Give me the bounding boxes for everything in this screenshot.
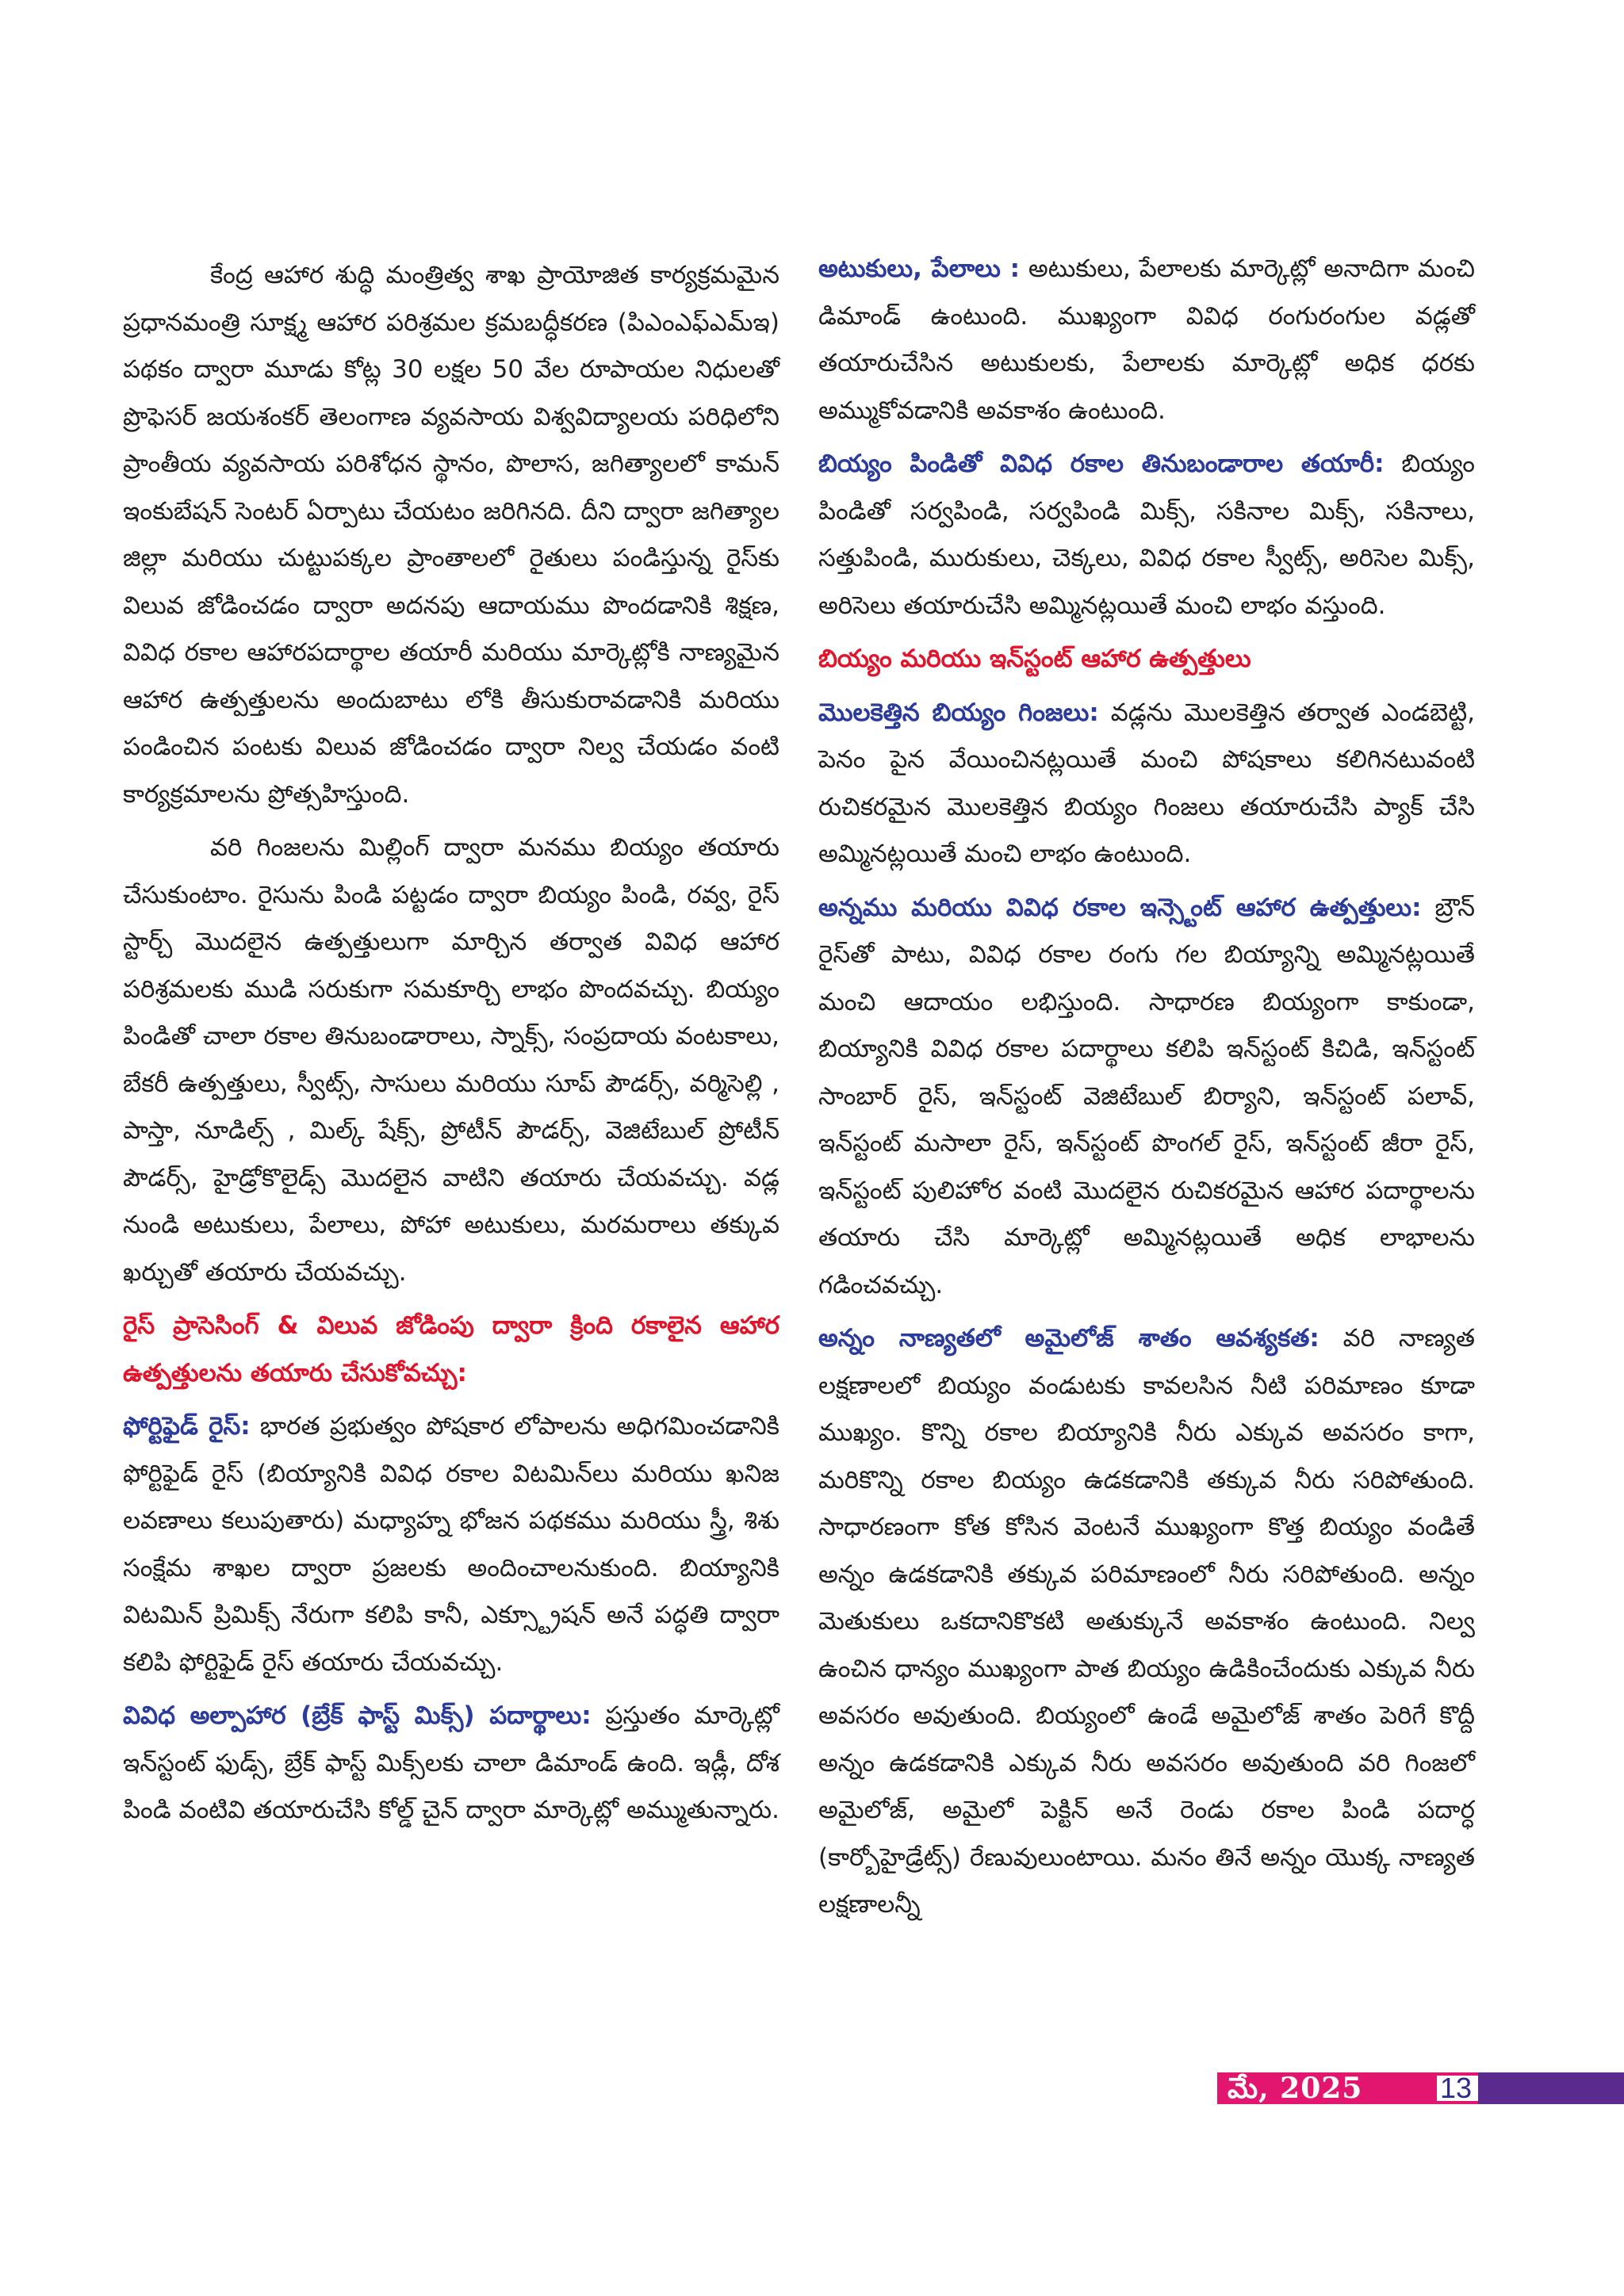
paragraph-intro: కేంద్ర ఆహార శుద్ధి మంత్రిత్వ శాఖ ప్రాయోజిత కార్యక్రమమైన ప్రధానమంత్రి సూక్ష్మ ఆహార పరిశ్రమల క్రమబద్ధీకరణ (పిఎంఎఫ్ఎమ్ఇ) పథకం ద్వారా మూడు కోట్ల 30 లక్షల 50 వేల రూపాయల నిధులతో ప్రొఫెసర్ జయశంకర్ తెలంగాణ వ్యవసాయ విశ్వవిద్యాలయ పరిధిలోని ప్రాంతీయ వ్యవసాయ పరిశోధన స్థానం, పొలాస, జగిత్యాలలో కామన్ ఇంకుబేషన్ సెంటర్ ఏర్పాటు చేయటం జరిగినది. దీని ద్వారా జగిత్యాల జిల్లా మరియు చుట్టుపక్కల ప్రాంతాలలో రైతులు పండిస్తున్న రైస్‌కు విలువ జోడించడం ద్వారా అదనపు ఆదాయము పొందడానికి శిక్షణ, వివిధ రకాల ఆహారపదార్థాల తయారీ మరియు మార్కెట్లోకి నాణ్యమైన ఆహార ఉత్పత్తులను అందుబాటు లోకి తీసుకురావడానికి మరియు పండించిన పంటకు విలువ జోడించడం ద్వారా నిల్వ చేయడం వంటి కార్యక్రమాలను ప్రోత్సహిస్తుంది. [123, 261, 779, 809]
footer-accent-bar [1478, 2072, 1624, 2104]
issue-date: మే, 2025 [1228, 2072, 1363, 2105]
subheading-fortified-rice: ఫోర్టిఫైడ్ రైస్: [123, 1412, 251, 1441]
subheading-instant-foods: అన్నము మరియు వివిధ రకాల ఇన్స్టెంట్ ఆహార ఉత్పత్తులు: [818, 893, 1422, 922]
paragraph-sprouted-rice: మొలకెత్తిన బియ్యం గింజలు: వడ్లను మొలకెత్తిన తర్వాత ఎండబెట్టి, పెనం పైన వేయించినట్లయితే మంచి పోషకాలు కలిగినటువంటి రుచికరమైన మొలకెత్తిన బియ్యం గింజలు తయారుచేసి ప్యాక్ చేసి అమ్మినట్లయితే మంచి లాభం ఉంటుంది. [818, 698, 1475, 868]
paragraph-fortified-rice: ఫోర్టిఫైడ్ రైస్: భారత ప్రభుత్వం పోషకార లోపాలను అధిగమించడానికి ఫోర్టిఫైడ్ రైస్ (బియ్యానికి వివిధ రకాల విటమిన్‌లు మరియు ఖనిజ లవణాలు కలుపుతారు) మధ్యాహ్న భోజన పథకము మరియు స్త్రీ, శిశు సంక్షేమ శాఖల ద్వారా ప్రజలకు అందించాలనుకుంది. బియ్యానికి విటమిన్ ప్రిమిక్స్ నేరుగా కలిపి కానీ, ఎక్స్ట్రూషన్ అనే పద్ధతి ద్వారా కలిపి ఫోర్టిఫైడ్ రైస్ తయారు చేయవచ్చు. [123, 1412, 779, 1677]
paragraph-milling: వరి గింజలను మిల్లింగ్ ద్వారా మనము బియ్యం తయారు చేసుకుంటాం. రైసును పిండి పట్టడం ద్వారా బియ్యం పిండి, రవ్వ, రైస్ స్టార్చ్ మొదలైన ఉత్పత్తులుగా మార్చిన తర్వాత వివిధ ఆహార పరిశ్రమలకు ముడి సరుకుగా సమకూర్చి లాభం పొందవచ్చు. బియ్యం పిండితో చాలా రకాల తినుబండారాలు, స్నాక్స్, సంప్రదాయ వంటకాలు, బేకరీ ఉత్పత్తులు, స్వీట్స్, సాసులు మరియు సూప్ పౌడర్స్, వర్మిసెల్లి , పాస్తా, నూడిల్స్ , మిల్క్ షేక్స్, ప్రోటీన్ పౌడర్స్, వెజిటేబుల్ ప్రోటీన్ పౌడర్స్, హైడ్రోకొలైడ్స్ మొదలైన వాటిని తయారు చేయవచ్చు. వడ్ల నుండి అటుకులు, పేలాలు, పోహా అటుకులు, మరమరాలు తక్కువ ఖర్చుతో తయారు చేయవచ్చు. [123, 833, 779, 1287]
subheading-rice-flour-snacks: బియ్యం పిండితో వివిధ రకాల తినుబండారాల తయారీ: [818, 450, 1385, 478]
paragraph-rice-flour-snacks: బియ్యం పిండితో వివిధ రకాల తినుబండారాల తయారీ: బియ్యం పిండితో సర్వపిండి, సర్వపిండి మిక్స్, సకినాల మిక్స్, సకినాలు, సత్తుపిండి, మురుకులు, చెక్కలు, వివిధ రకాల స్వీట్స్, అరిసెల మిక్స్, అరిసెలు తయారుచేసి అమ్మినట్లయితే మంచి లాభం వస్తుంది. [818, 450, 1475, 620]
paragraph-instant-foods: అన్నము మరియు వివిధ రకాల ఇన్స్టెంట్ ఆహార ఉత్పత్తులు: బ్రౌన్ రైస్‌తో పాటు, వివిధ రకాల రంగు గల బియ్యాన్ని అమ్మినట్లయితే మంచి ఆదాయం లభిస్తుంది. సాధారణ బియ్యంగా కాకుండా, బియ్యానికి వివిధ రకాల పదార్థాలు కలిపి ఇన్‌స్టంట్ కిచిడి, ఇన్‌స్టంట్ సాంబార్ రైస్, ఇన్‌స్టంట్ వెజిటేబుల్ బిర్యాని, ఇన్‌స్టంట్ పలావ్, ఇన్‌స్టంట్ మసాలా రైస్, ఇన్‌స్టంట్ పొంగల్ రైస్, ఇన్‌స్టంట్ జీరా రైస్, ఇన్‌స్టంట్ పులిహోర వంటి మొదలైన రుచికరమైన ఆహార పదార్థాలను తయారు చేసి మార్కెట్లో అమ్మినట్లయితే అధిక లాభాలను గడించవచ్చు. [818, 893, 1476, 1299]
subheading-sprouted-rice: మొలకెత్తిన బియ్యం గింజలు: [818, 698, 1099, 727]
paragraph-amylose: అన్నం నాణ్యతలో అమైలోజ్ శాతం ఆవశ్యకత: వరి నాణ్యత లక్షణాలలో బియ్యం వండుటకు కావలసిన నీటి పరిమాణం కూడా ముఖ్యం. కొన్ని రకాల బియ్యానికి నీరు ఎక్కువ అవసరం కాగా, మరికొన్ని రకాల బియ్యం ఉడకడానికి తక్కువ నీరు సరిపోతుంది. సాధారణంగా కోత కోసిన వెంటనే ముఖ్యంగా కొత్త బియ్యం వండితే అన్నం ఉడకడానికి తక్కువ పరిమాణంలో నీరు సరిపోతుంది. అన్నం మెతుకులు ఒకదానికొకటి అతుక్కునే అవకాశం ఉంటుంది. నిల్వ ఉంచిన ధాన్యం ముఖ్యంగా పాత బియ్యం ఉడికించేందుకు ఎక్కువ నీరు అవసరం అవుతుంది. బియ్యంలో ఉండే అమైలోజ్ శాతం పెరిగే కొద్దీ అన్నం ఉడకడానికి ఎక్కువ నీరు అవసరం అవుతుంది వరి గింజలో అమైలోజ్, అమైలో పెక్టిన్ అనే రెండు రకాల పిండి పదార్ధ (కార్బోహైడ్రేట్స్) రేణువులుంటాయి. మనం తినే అన్నం యొక్క నాణ్యత లక్షణాలన్నీ [818, 1324, 1475, 1919]
subheading-atukulu: అటుకులు, పేలాలు : [818, 254, 1021, 283]
page-number: 13 [1440, 2072, 1473, 2104]
section-heading-rice-processing: రైస్ ప్రాసెసింగ్ & విలువ జోడింపు ద్వారా క్రింది రకాలైన ఆహార ఉత్పత్తులను తయారు చేసుకోవచ్చు: [123, 1311, 779, 1387]
section-heading-instant-products: బియ్యం మరియు ఇన్‌స్టంట్ ఆహార ఉత్పత్తులు [818, 645, 1251, 673]
subheading-amylose: అన్నం నాణ్యతలో అమైలోజ్ శాతం ఆవశ్యకత: [818, 1324, 1320, 1353]
paragraph-atukulu: అటుకులు, పేలాలు : అటుకులు, పేలాలకు మార్కెట్లో అనాదిగా మంచి డిమాండ్ ఉంటుంది. ముఖ్యంగా వివిధ రంగురంగుల వడ్లతో తయారుచేసిన అటుకులకు, పేలాలకు మార్కెట్లో అధిక ధరకు అమ్ముకోవడానికి అవకాశం ఉంటుంది. [818, 254, 1475, 425]
subheading-breakfast-mix: వివిధ అల్పాహార (బ్రేక్ ఫాస్ట్ మిక్స్) పదార్థాలు: [123, 1701, 592, 1730]
left-column [123, 252, 779, 1841]
right-column [818, 246, 1475, 1935]
paragraph-breakfast-mix: వివిధ అల్పాహార (బ్రేక్ ఫాస్ట్ మిక్స్) పదార్థాలు: ప్రస్తుతం మార్కెట్లో ఇన్‌స్టంట్ ఫుడ్స్, బ్రేక్ ఫాస్ట్ మిక్స్‌లకు చాలా డిమాండ్ ఉంది. ఇడ్లీ, దోశ పిండి వంటివి తయారుచేసి కోల్డ్ చైన్ ద్వారా మార్కెట్లో అమ్ముతున్నారు. [123, 1701, 779, 1824]
